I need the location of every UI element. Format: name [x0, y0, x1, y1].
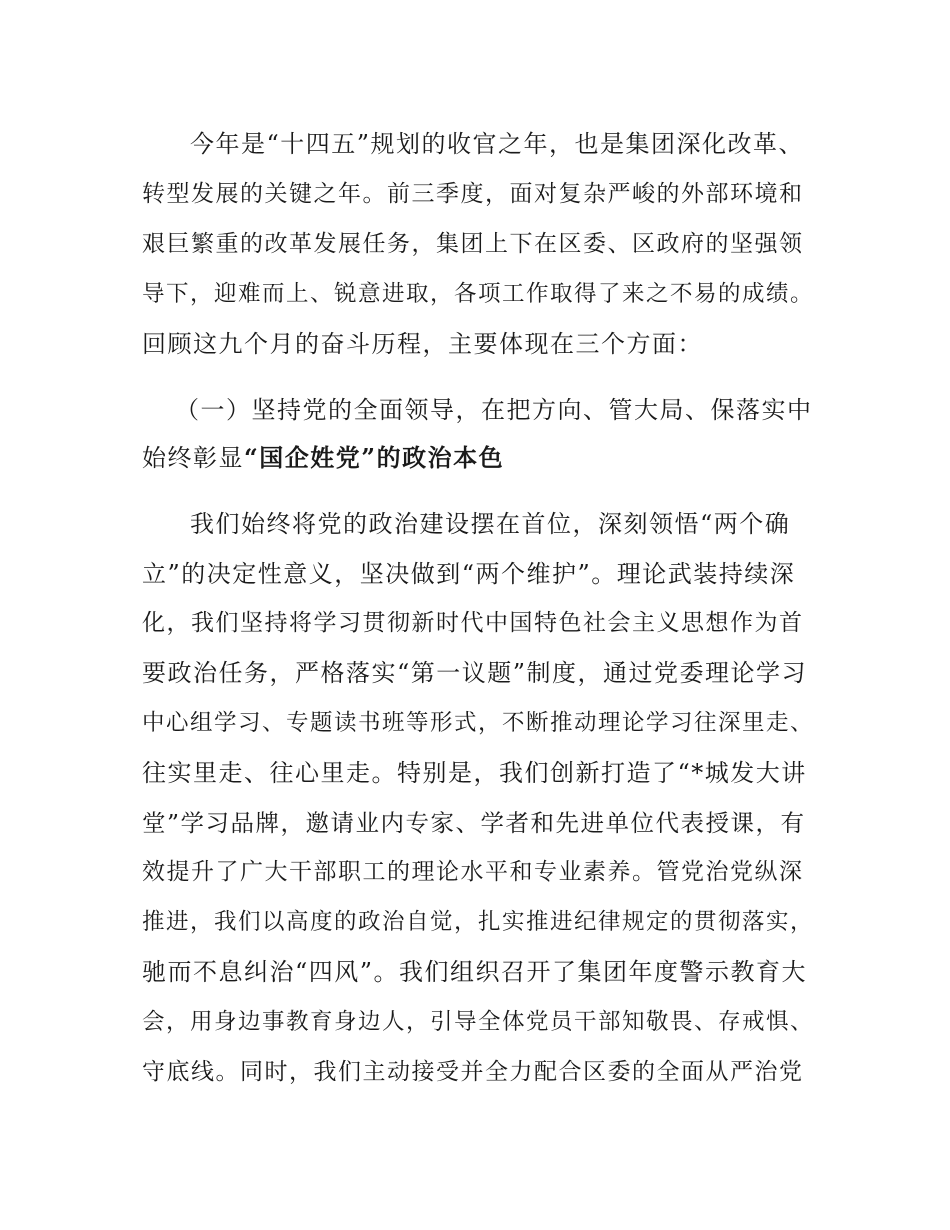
paragraph-2-line-11: 会，用身边事教育身边人，引导全体党员干部知敬畏、存戒惧、	[142, 1009, 815, 1035]
section-heading-line-1: （一）坚持党的全面领导，在把方向、管大局、保落实中	[175, 396, 813, 424]
section-heading-text: 始终彰显	[142, 444, 244, 472]
paragraph-1-line-1: 今年是“十四五”规划的收官之年，也是集团深化改革、	[190, 130, 805, 158]
paragraph-1-line-5: 回顾这九个月的奋斗历程，主要体现在三个方面：	[142, 330, 703, 358]
paragraph-2-line-10: 驰而不息纠治“四风”。我们组织召开了集团年度警示教育大	[142, 958, 808, 986]
paragraph-1-line-4: 导下，迎难而上、锐意进取，各项工作取得了来之不易的成绩。	[142, 281, 815, 307]
section-heading-line-2	[142, 441, 504, 475]
paragraph-2-line-1: 我们始终将党的政治建设摆在首位，深刻领悟“两个确	[190, 510, 791, 538]
paragraph-1-line-3: 艰巨繁重的改革发展任务，集团上下在区委、区政府的坚强领	[142, 231, 804, 257]
paragraph-2-line-7: 堂”学习品牌，邀请业内专家、学者和先进单位代表授课，有	[142, 809, 806, 837]
paragraph-2-line-4: 要政治任务，严格落实“第一议题”制度，通过党委理论学习	[142, 659, 808, 687]
paragraph-2-line-8: 效提升了广大干部职工的理论水平和专业素养。管党治党纵深	[142, 859, 804, 885]
paragraph-2-line-2: 立”的决定性意义，坚决做到“两个维护”。理论武装持续深	[142, 560, 796, 588]
paragraph-2-line-12: 守底线。同时，我们主动接受并全力配合区委的全面从严治党	[142, 1059, 804, 1085]
paragraph-2-line-3: 化，我们坚持将学习贯彻新时代中国特色社会主义思想作为首	[142, 610, 804, 636]
section-heading-bold-text: “国企姓党”的政治本色	[244, 443, 505, 472]
paragraph-2-line-9: 推进，我们以高度的政治自觉，扎实推进纪律规定的贯彻落实，	[142, 909, 815, 935]
paragraph-1-line-2: 转型发展的关键之年。前三季度，面对复杂严峻的外部环境和	[142, 181, 804, 207]
paragraph-2-line-6: 往实里走、往心里走。特别是，我们创新打造了“*城发大讲	[142, 759, 807, 787]
paragraph-2-line-5: 中心组学习、专题读书班等形式，不断推动理论学习往深里走、	[142, 710, 815, 736]
